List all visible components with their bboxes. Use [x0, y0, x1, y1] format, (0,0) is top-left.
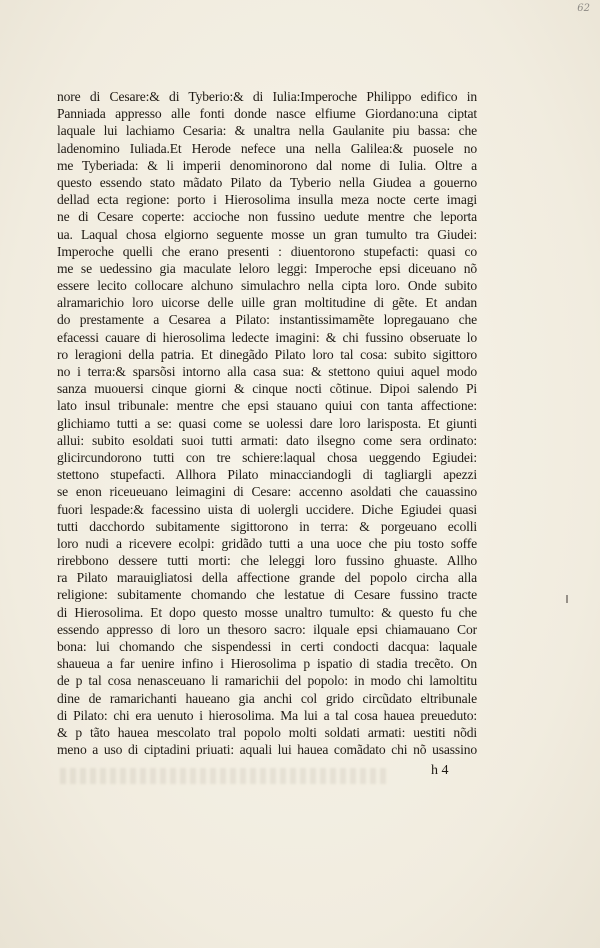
text-line: & p tãto hauea mescolato tral popolo molti soldati armati: uestiti nõdi	[57, 724, 477, 740]
text-line: dellad ecta regione: porto i Hierosolima insulla meza nocte certe imagi	[57, 192, 477, 208]
text-line: glicircundorono tutti con tre schiere:laqual chosa ueggendo Egiudei:	[57, 449, 477, 465]
text-line: tutti dacchordo subitamente sigittorono in terra: & porgeuano ecolli	[57, 518, 477, 534]
text-line: allui: subito esoldati suoi tutti armati: dato ilsegno come sera ordinato:	[57, 432, 477, 448]
text-line: fuori lespade:& facessino uista di uolergli uccidere. Diche Egiudei quasi	[57, 501, 477, 517]
text-line: de p tal cosa nenasceuano li ramarichii del popolo: in modo chi lamoltitu	[57, 673, 477, 689]
text-line: sanza muouersi cinque giorni & cinque nocti cõtinue. Dipoi salendo Pi	[57, 381, 477, 397]
text-line: ne di Cesare coperte: accioche non fussino uedute mentre che leporta	[57, 209, 477, 225]
text-line: glichiamo tutti a se: quasi come se uolessi dare loro larisposta. Et giunti	[57, 415, 477, 431]
text-line: rirebbono dessere tutti morti: che leleggi loro fussino ghuaste. Allho	[57, 553, 477, 569]
text-line: meno a uso di ciptadini priuati: aquali lui hauea comãdato chi nõ usassino	[57, 742, 477, 758]
text-line: ua. Laqual chosa elgiorno seguente mosse un gran tumulto tra Giudei:	[57, 226, 477, 242]
text-line: bona: lui chomando che sispendessi in certi condocti dacqua: laquale	[57, 639, 477, 654]
text-line: religione: subitamente chomando che lestatue di Cesare fussino tracte	[57, 587, 477, 603]
text-line: efacessi cauare di hierosolima ledecte imagini: & chi fussino obseruate lo	[57, 329, 477, 345]
text-line: lato insul tribunale: mentre che epsi stauano quiui con tanta affectione:	[57, 398, 477, 414]
text-line: me se uedessino gia maculate leloro leggi: Imperoche epsi diceuano nõ	[57, 260, 477, 276]
text-line: laquale lui lachiamo Cesaria: & unaltra nella Gaulanite piu bassa: che	[57, 123, 477, 139]
text-line: do prestamente a Cesarea a Pilato: instantissimamẽte lopregauano che	[57, 312, 477, 328]
show-through-bleed	[60, 768, 390, 784]
text-line: ladenomino Iuliada.Et Herode nefece una nella Galilea:& puosele no	[57, 140, 477, 156]
body-text	[57, 88, 477, 758]
text-line: di Pilato: chi era uenuto i hierosolima. Ma lui a tal cosa hauea preueduto:	[57, 707, 477, 723]
text-line: se enon riceueuano leimagini di Cesare: accenno asoldati che cauassino	[57, 484, 477, 500]
text-line: alramarichio loro uicorse delle uille gran moltitudine di gẽte. Et andan	[57, 295, 477, 311]
text-line: loro nudi a ricevere ecolpi: gridãdo tutti a una uoce che piu tosto soffe	[57, 535, 477, 551]
text-line: di Hierosolima. Et dopo questo mosse unaltro tumulto: & questo fu che	[57, 604, 477, 620]
text-line: no i terra:& sparsõsi intorno alla casa sua: & stettono quiui aquel modo	[57, 364, 477, 379]
text-line: me Tyberiada: & li imperii denominorono dal nome di Iulia. Oltre a	[57, 157, 477, 173]
text-line: nore di Cesare:& di Tyberio:& di Iulia:Imperoche Philippo edifico in	[57, 89, 477, 104]
margin-mark	[566, 595, 568, 603]
folio-number: 62	[577, 3, 590, 14]
text-line: Panniada appresso alle fonti donde nasce elfiume Giordano:una ciptat	[57, 106, 477, 122]
text-line: dine de ramarichanti haueano gia anchi col grido circũdato eltribunale	[57, 690, 477, 706]
text-line: ra Pilato marauigliatosi della affectione grande del popolo circha alla	[57, 570, 477, 586]
signature-mark: h 4	[431, 763, 449, 778]
text-line: essendo appresso di loro un thesoro sacro: ilquale epsi chiamauano Cor	[57, 621, 477, 637]
text-line: stettono stupefacti. Allhora Pilato minacciandogli di tagliargli apezzi	[57, 467, 477, 483]
text-line: shaueua a far uenire infino i Hierosolima p ispatio di stadia trecẽto. On	[57, 656, 477, 672]
text-line: ro leragioni della patria. Et dinegãdo Pilato loro tal cosa: subito sigittoro	[57, 346, 477, 362]
text-line: Imperoche quelli che erano presenti : diuentorono stupefacti: quasi co	[57, 243, 477, 259]
text-line: questo essendo stato mãdato Pilato da Tyberio nella Giudea a gouerno	[57, 174, 477, 190]
text-line: essere lecito collocare alchuno simulachro nella cipta loro. Onde subito	[57, 278, 477, 294]
